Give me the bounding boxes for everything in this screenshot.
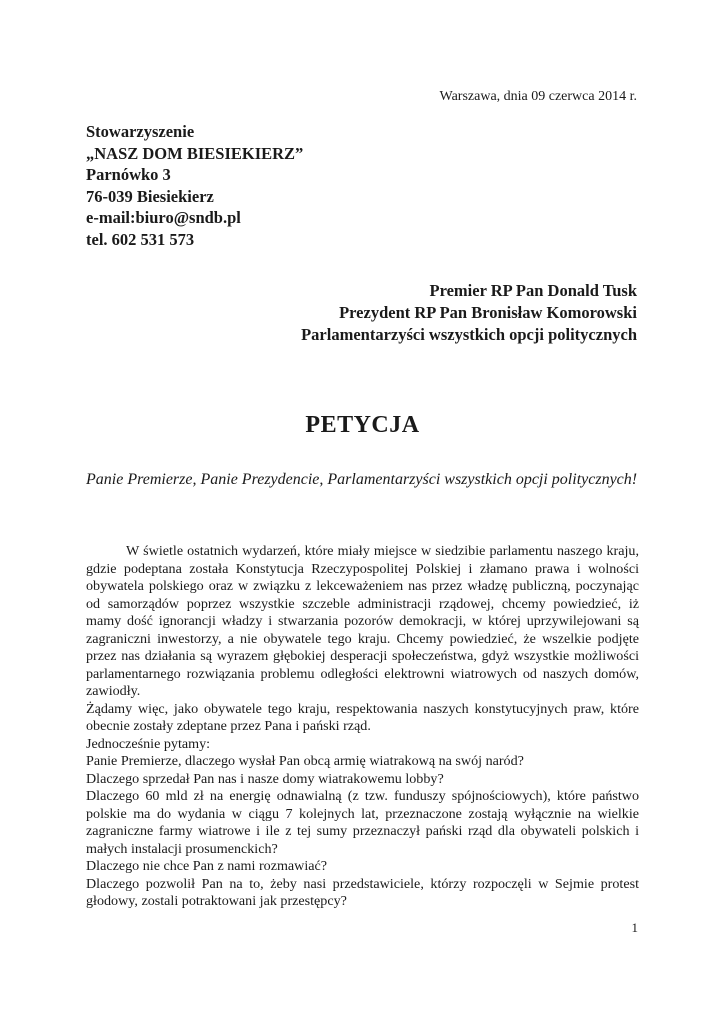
recipient-line: Premier RP Pan Donald Tusk [429,281,637,300]
letter-body [86,543,639,911]
sender-organization: „NASZ DOM BIESIEKIERZ” [86,143,304,163]
body-paragraph: Żądamy więc, jako obywatele tego kraju, respektowania naszych konstytucyjnych praw, które obecnie zostały zdeptane przez Pana i pański rząd. [86,700,639,734]
sender-city: 76-039 Biesiekierz [86,186,214,206]
page-number: 1 [631,920,638,935]
sender-phone: tel. 602 531 573 [86,229,195,249]
sender-street: Parnówko 3 [86,165,171,184]
sender-address-block [86,121,303,250]
body-paragraph: Dlaczego pozwolił Pan na to, żeby nasi przedstawiciele, którzy rozpoczęli w Sejmie protest głodowy, zostali potraktowani jak przestępcy? [86,875,639,909]
recipient-line: Prezydent RP Pan Bronisław Komorowski [339,303,637,322]
recipients-block [301,280,637,346]
body-paragraph: Dlaczego 60 mld zł na energię odnawialną (z tzw. funduszy spójnościowych), które państwo polskie ma do wydania w ciągu 7 kolejnych lat, przeznaczone zostają wyłącznie na wielkie zagraniczne farmy wiatrowe i ile z tej sumy przeznaczył pański rząd dla obywateli polskich i małych instalacji prosumenckich? [86,788,639,857]
body-paragraph: Jednocześnie pytamy: [86,735,211,752]
letter-date: Warszawa, dnia 09 czerwca 2014 r. [439,89,637,104]
body-paragraph: Dlaczego sprzedał Pan nas i nasze domy wiatrakowemu lobby? [86,770,444,787]
recipient-line: Parlamentarzyści wszystkich opcji politycznych [301,325,637,344]
document-title: PETYCJA [305,412,420,438]
sender-name: Stowarzyszenie [86,122,195,141]
body-paragraph: Panie Premierze, dlaczego wysłał Pan obcą armię wiatrakową na swój naród? [86,753,524,769]
body-paragraph: Dlaczego nie chce Pan z nami rozmawiać? [86,858,328,874]
sender-email: e-mail:biuro@sndb.pl [86,208,241,227]
body-paragraph: W świetle ostatnich wydarzeń, które miały miejsce w siedzibie parlamentu naszego kraju, gdzie podeptana została Konstytucja Rzeczypospolitej Polskiej i złamano prawa i wolności obywatela polskiego oraz w związku z lekceważeniem nas przez władzę publiczną, poczynając od samorządów poprzez wszystkie szczeble administracji rządowej, chcemy powiedzieć, iż mamy dość ignorancji władzy i stwarzania pozorów demokracji, w której uprzywilejowani są zagraniczni inwestorzy, a nie obywatele tego kraju. Chcemy powiedzieć, że wszelkie podjęte przez nas działania są wyrazem głębokiej desperacji społeczeństwa, gdyż wszystkie możliwości parlamentarnego rozwiązania problemu odległości elektrowni wiatrowych od naszych domów, zawiodły. [86,543,639,699]
salutation: Panie Premierze, Panie Prezydencie, Parlamentarzyści wszystkich opcji politycznych! [86,471,638,488]
